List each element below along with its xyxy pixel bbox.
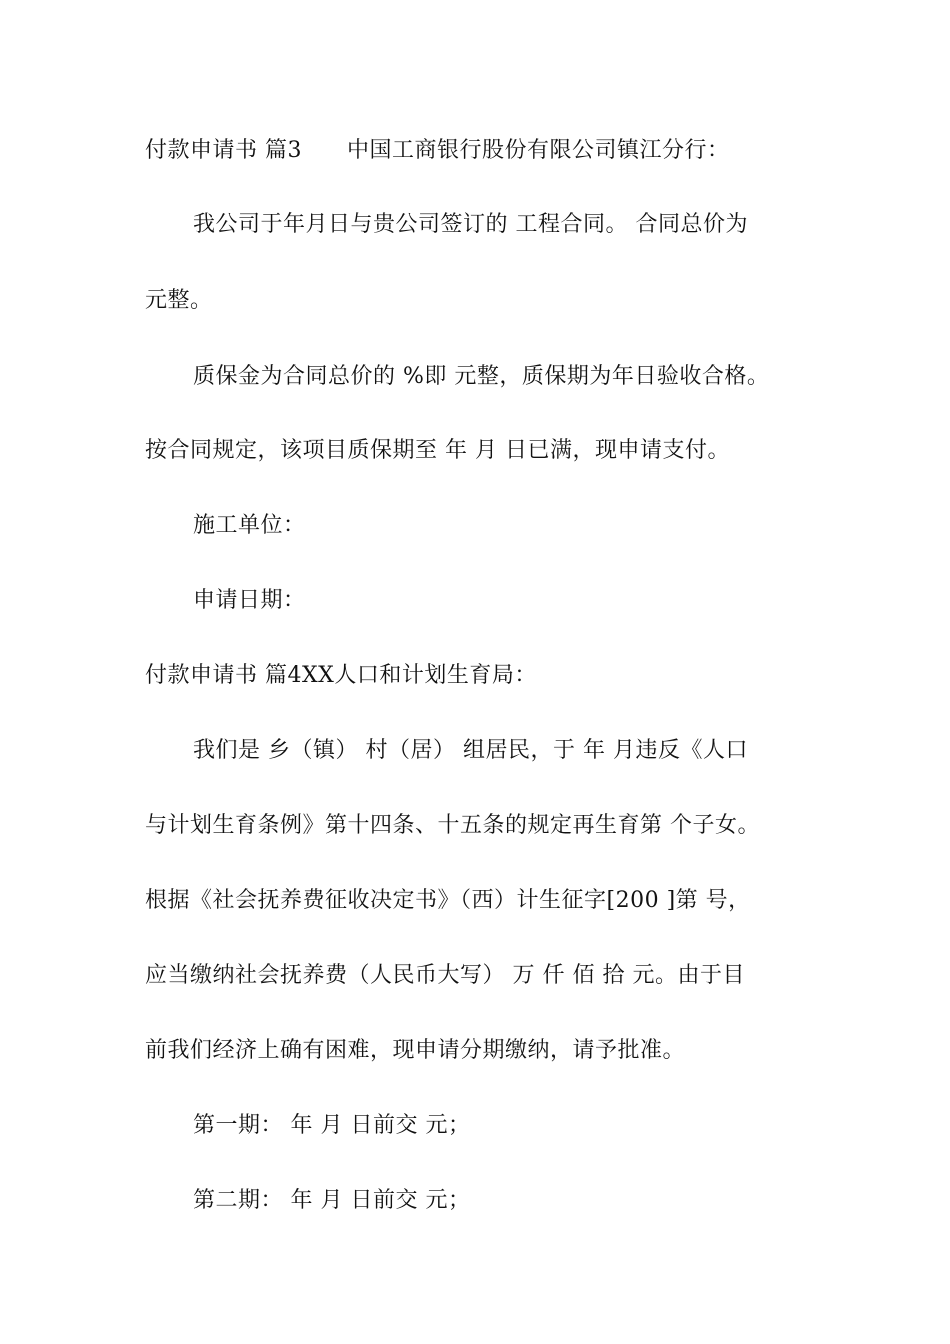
doc-line-contractor: 施工单位：: [193, 513, 306, 538]
doc-line: 我们是 乡（镇） 村（居） 组居民，于 年 月违反《人口: [193, 738, 748, 763]
doc-line: 前我们经济上确有困难，现申请分期缴纳，请予批准。: [145, 1038, 686, 1063]
doc-line-date: 申请日期：: [193, 588, 306, 613]
doc-line-heading-4: 付款申请书 篇4XX人口和计划生育局：: [145, 663, 537, 688]
doc-line: 我公司于年月日与贵公司签订的 工程合同。 合同总价为: [193, 212, 748, 237]
doc-line-installment-2: 第二期： 年 月 日前交 元；: [193, 1188, 471, 1213]
doc-line-heading-3: 付款申请书 篇3 中国工商银行股份有限公司镇江分行：: [145, 138, 730, 163]
doc-line: 根据《社会抚养费征收决定书》（西）计生征字[200 ]第 号，: [145, 888, 751, 913]
doc-line: 应当缴纳社会抚养费（人民币大写） 万 仟 佰 拾 元。由于目: [145, 963, 745, 988]
doc-line: 按合同规定，该项目质保期至 年 月 日已满，现申请支付。: [145, 438, 730, 463]
doc-line: 质保金为合同总价的 %即 元整，质保期为年日验收合格。: [193, 364, 770, 389]
doc-line: 元整。: [145, 288, 213, 313]
doc-line: 与计划生育条例》第十四条、十五条的规定再生育第 个子女。: [145, 813, 760, 838]
doc-line-installment-1: 第一期： 年 月 日前交 元；: [193, 1113, 471, 1138]
